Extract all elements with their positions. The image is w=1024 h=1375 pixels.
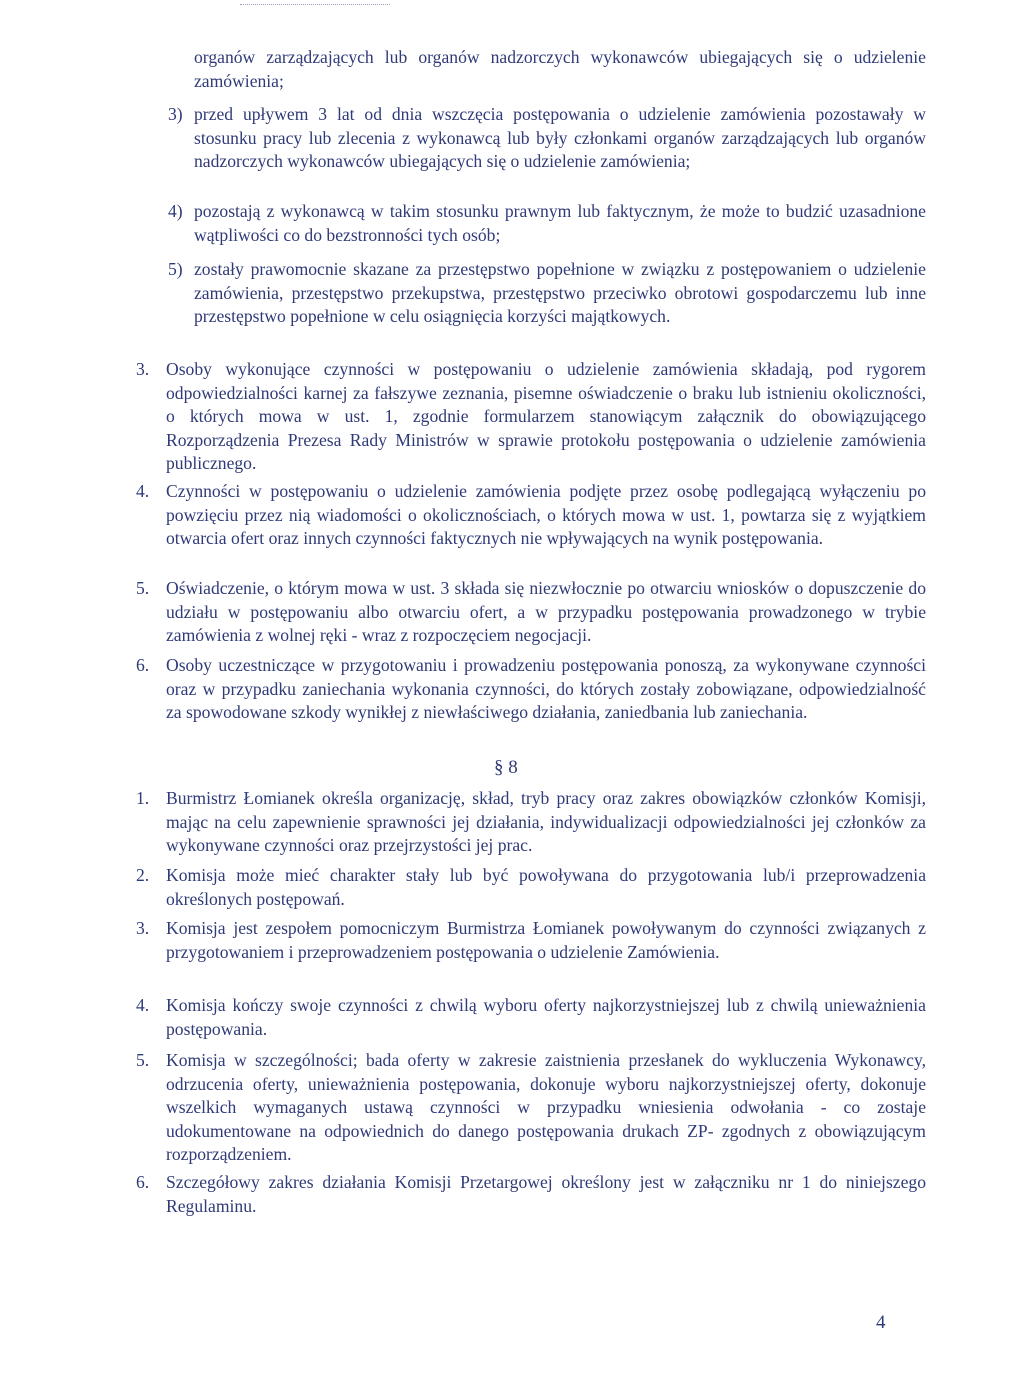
point-number: 3. <box>136 918 150 938</box>
point-number: 6. <box>136 655 150 675</box>
point-text: Komisja może mieć charakter stały lub być powoływana do przygotowania lub/i przeprowadzenia określonych postępowań. <box>166 865 926 909</box>
point-number: 3. <box>136 359 150 379</box>
point-text: Burmistrz Łomianek określa organizację, skład, tryb pracy oraz zakres obowiązków członków Komisji, mając na celu zapewnienie sprawności jej działania, indywidualizacji odpowiedzialności jej członków za wykonywane czynności oraz przejrzystości jej prac. <box>166 788 926 856</box>
point-number: 1. <box>136 788 150 808</box>
point-text: Oświadczenie, o którym mowa w ust. 3 składa się niezwłocznie po otwarciu wniosków o dopuszczenie do udziału w postępowaniu albo otwarciu ofert, a w przypadku postępowania prowadzonego w trybie zamówienia z wolnej ręki - wraz z rozpoczęciem negocjacji. <box>166 578 926 646</box>
section-heading: § 8 <box>494 757 518 778</box>
page-number: 4 <box>876 1312 886 1333</box>
point-number: 5. <box>136 578 150 598</box>
point-number: 6. <box>136 1172 150 1192</box>
sub-item-number: 4) <box>168 201 183 221</box>
scan-artifact-line <box>240 4 390 5</box>
point-text: Osoby wykonujące czynności w postępowaniu o udzielenie zamówienia składają, pod rygorem odpowiedzialności karnej za fałszywe zeznania, pisemne oświadczenie o braku lub istnieniu okoliczności, o których mowa w ust. 1, zgodnie formularzem stanowiącym załącznik do obowiązującego Rozporządzenia Prezesa Rady Ministrów w sprawie protokołu postępowania o udzielenie zamówienia publicznego. <box>166 359 926 474</box>
point-text: Szczegółowy zakres działania Komisji Przetargowej określony jest w załączniku nr 1 do niniejszego Regulaminu. <box>166 1172 926 1216</box>
point-text: Czynności w postępowaniu o udzielenie zamówienia podjęte przez osobę podlegającą wyłączeniu po powzięciu przez nią wiadomości o okolicznościach, o których mowa w ust. 1, powtarza się z wyjątkiem otwarcia ofert oraz innych czynności faktycznych nie wpływających na wynik postępowania. <box>166 481 926 549</box>
point-text: Komisja jest zespołem pomocniczym Burmistrza Łomianek powoływanym do czynności związanych z przygotowaniem i przeprowadzeniem postępowania o udzielenie Zamówienia. <box>166 918 926 962</box>
point-number: 4. <box>136 481 150 501</box>
point-number: 4. <box>136 995 150 1015</box>
sub-item-text: pozostają z wykonawcą w takim stosunku prawnym lub faktycznym, że może to budzić uzasadnione wątpliwości co do bezstronności tych osób; <box>194 201 926 245</box>
sub-item-number: 3) <box>168 104 183 124</box>
point-text: Komisja kończy swoje czynności z chwilą wyboru oferty najkorzystniejszej lub z chwilą unieważnienia postępowania. <box>166 995 926 1039</box>
point-text: Komisja w szczególności; bada oferty w zakresie zaistnienia przesłanek do wykluczenia Wykonawcy, odrzucenia oferty, unieważnienia postępowania, dokonuje wyboru najkorzystniejszej oferty, dokonuje wszelkich wymaganych ustawą czynności w przypadku wniesienia odwołania - co zostaje udokumentowane na odpowiednich do danego postępowania drukach ZP- zgodnych z obowiązującym rozporządzeniem. <box>166 1050 926 1165</box>
point-number: 5. <box>136 1050 150 1070</box>
continuation-paragraph: organów zarządzających lub organów nadzorczych wykonawców ubiegających się o udzielenie zamówienia; <box>194 47 926 91</box>
point-number: 2. <box>136 865 150 885</box>
sub-item-text: przed upływem 3 lat od dnia wszczęcia postępowania o udzielenie zamówienia pozostawały w stosunku pracy lub zlecenia z wykonawcą lub były członkami organów zarządzających lub organów nadzorczych wykonawców ubiegających się o udzielenie zamówienia; <box>194 104 926 172</box>
sub-item-number: 5) <box>168 259 183 279</box>
point-text: Osoby uczestniczące w przygotowaniu i prowadzeniu postępowania ponoszą, za wykonywane czynności oraz w przypadku zaniechania wykonania czynności, do których zostały zobowiązane, odpowiedzialność za spowodowane szkody wynikłej z niewłaściwego działania, zaniedbania lub zaniechania. <box>166 655 926 723</box>
sub-item-text: zostały prawomocnie skazane za przestępstwo popełnione w związku z postępowaniem o udzielenie zamówienia, przestępstwo przekupstwa, przestępstwo przeciwko obrotowi gospodarczemu lub inne przestępstwo popełnione w celu osiągnięcia korzyści majątkowych. <box>194 259 926 327</box>
